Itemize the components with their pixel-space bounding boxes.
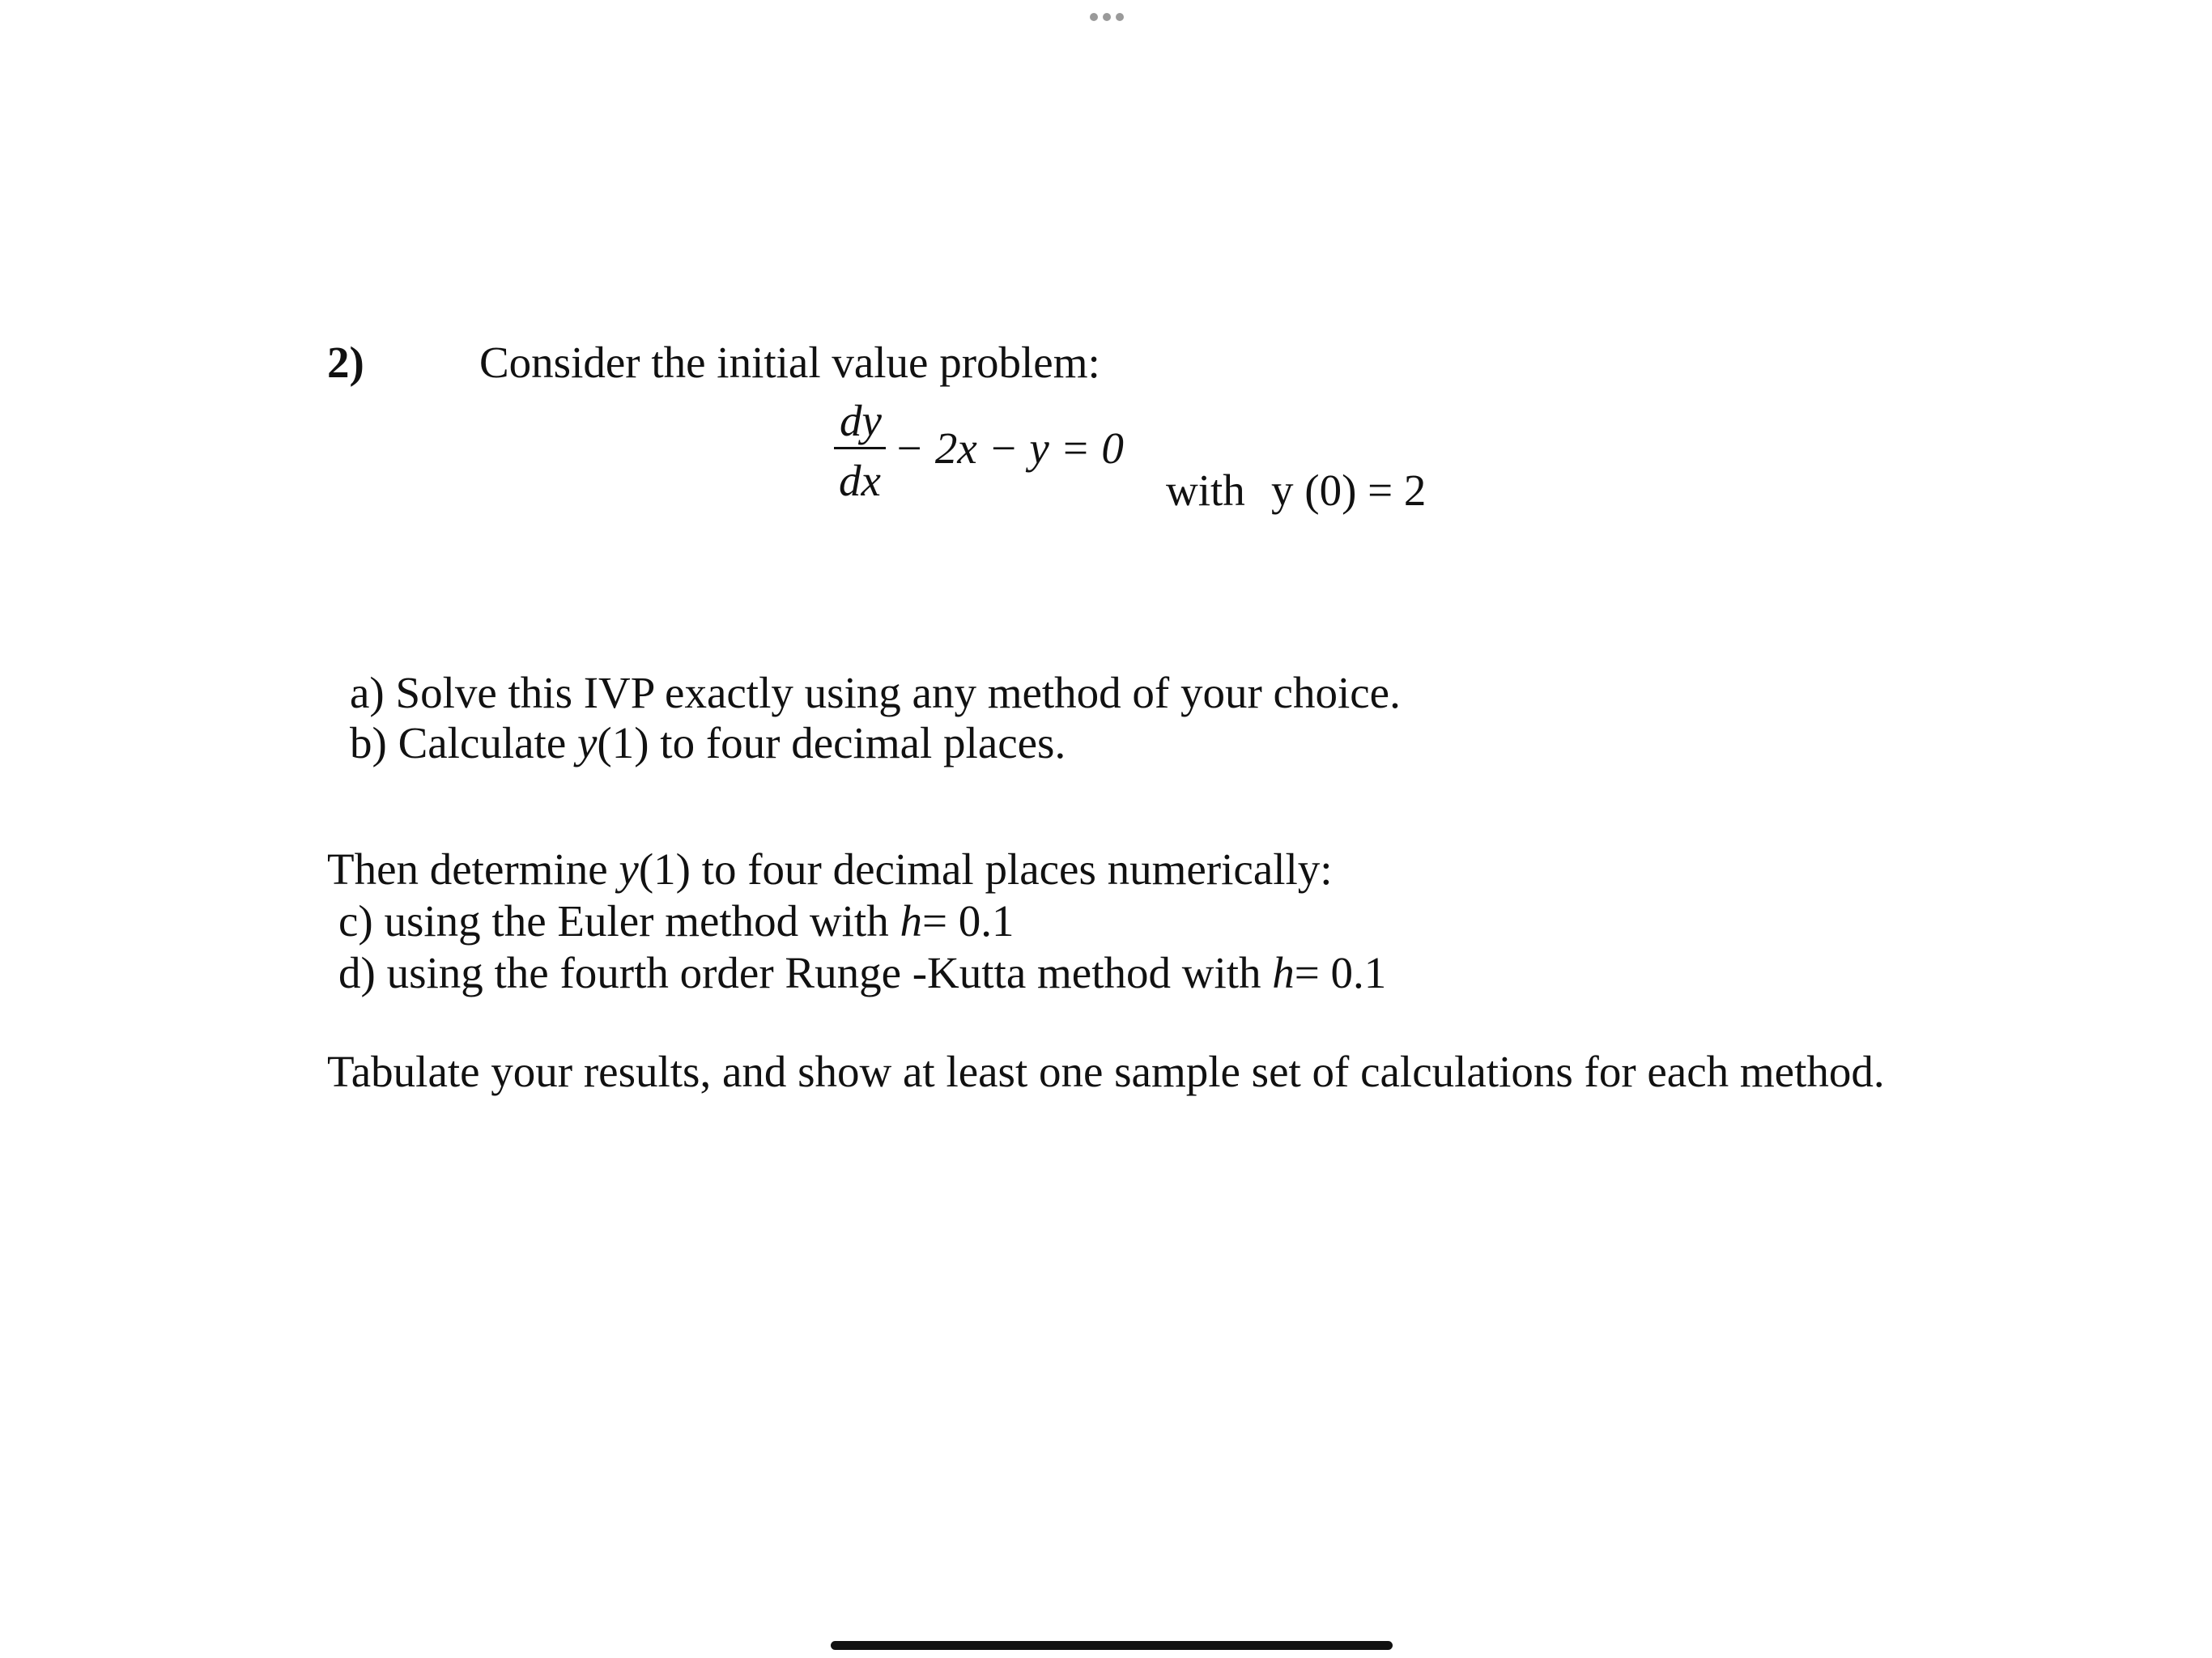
question-intro: Consider the initial value problem: (479, 338, 1100, 387)
part-d-suffix: = 0.1 (1294, 948, 1387, 997)
condition-with: with (1166, 466, 1245, 515)
home-indicator-bar[interactable] (831, 1641, 1393, 1650)
dot (1090, 13, 1098, 21)
fraction-bar (834, 447, 886, 449)
question-number: 2) (327, 338, 364, 387)
part-b-var: y (577, 718, 598, 767)
part-b (350, 718, 1066, 767)
part-d-var: h (1272, 948, 1295, 997)
equation-rest: − 2x − y = 0 (894, 423, 1124, 473)
part-b-prefix: b) Calculate (350, 718, 577, 767)
part-c-prefix: c) using the Euler method with (338, 896, 900, 946)
then-var: y (619, 844, 639, 894)
then-prefix: Then determine (327, 844, 619, 894)
fraction-denominator: dx (839, 456, 881, 505)
more-dots-icon[interactable] (1090, 13, 1124, 21)
part-c-suffix: = 0.1 (921, 896, 1015, 946)
initial-condition: y (0) = 2 (1271, 466, 1427, 515)
part-c-var: h (900, 896, 922, 946)
fraction-numerator: dy (840, 396, 882, 445)
then-suffix: (1) to four decimal places numerically: (638, 844, 1333, 894)
part-d-prefix: d) using the fourth order Runge -Kutta method with (338, 948, 1273, 997)
tabulate-instruction: Tabulate your results, and show at least one sample set of calculations for each method. (327, 1047, 1885, 1096)
dot (1116, 13, 1124, 21)
then-line (327, 844, 1333, 894)
part-a: a) Solve this IVP exactly using any method of your choice. (350, 668, 1401, 717)
part-c (338, 896, 1015, 946)
part-b-suffix: (1) to four decimal places. (597, 718, 1066, 767)
part-d (338, 950, 1386, 995)
dot (1103, 13, 1111, 21)
